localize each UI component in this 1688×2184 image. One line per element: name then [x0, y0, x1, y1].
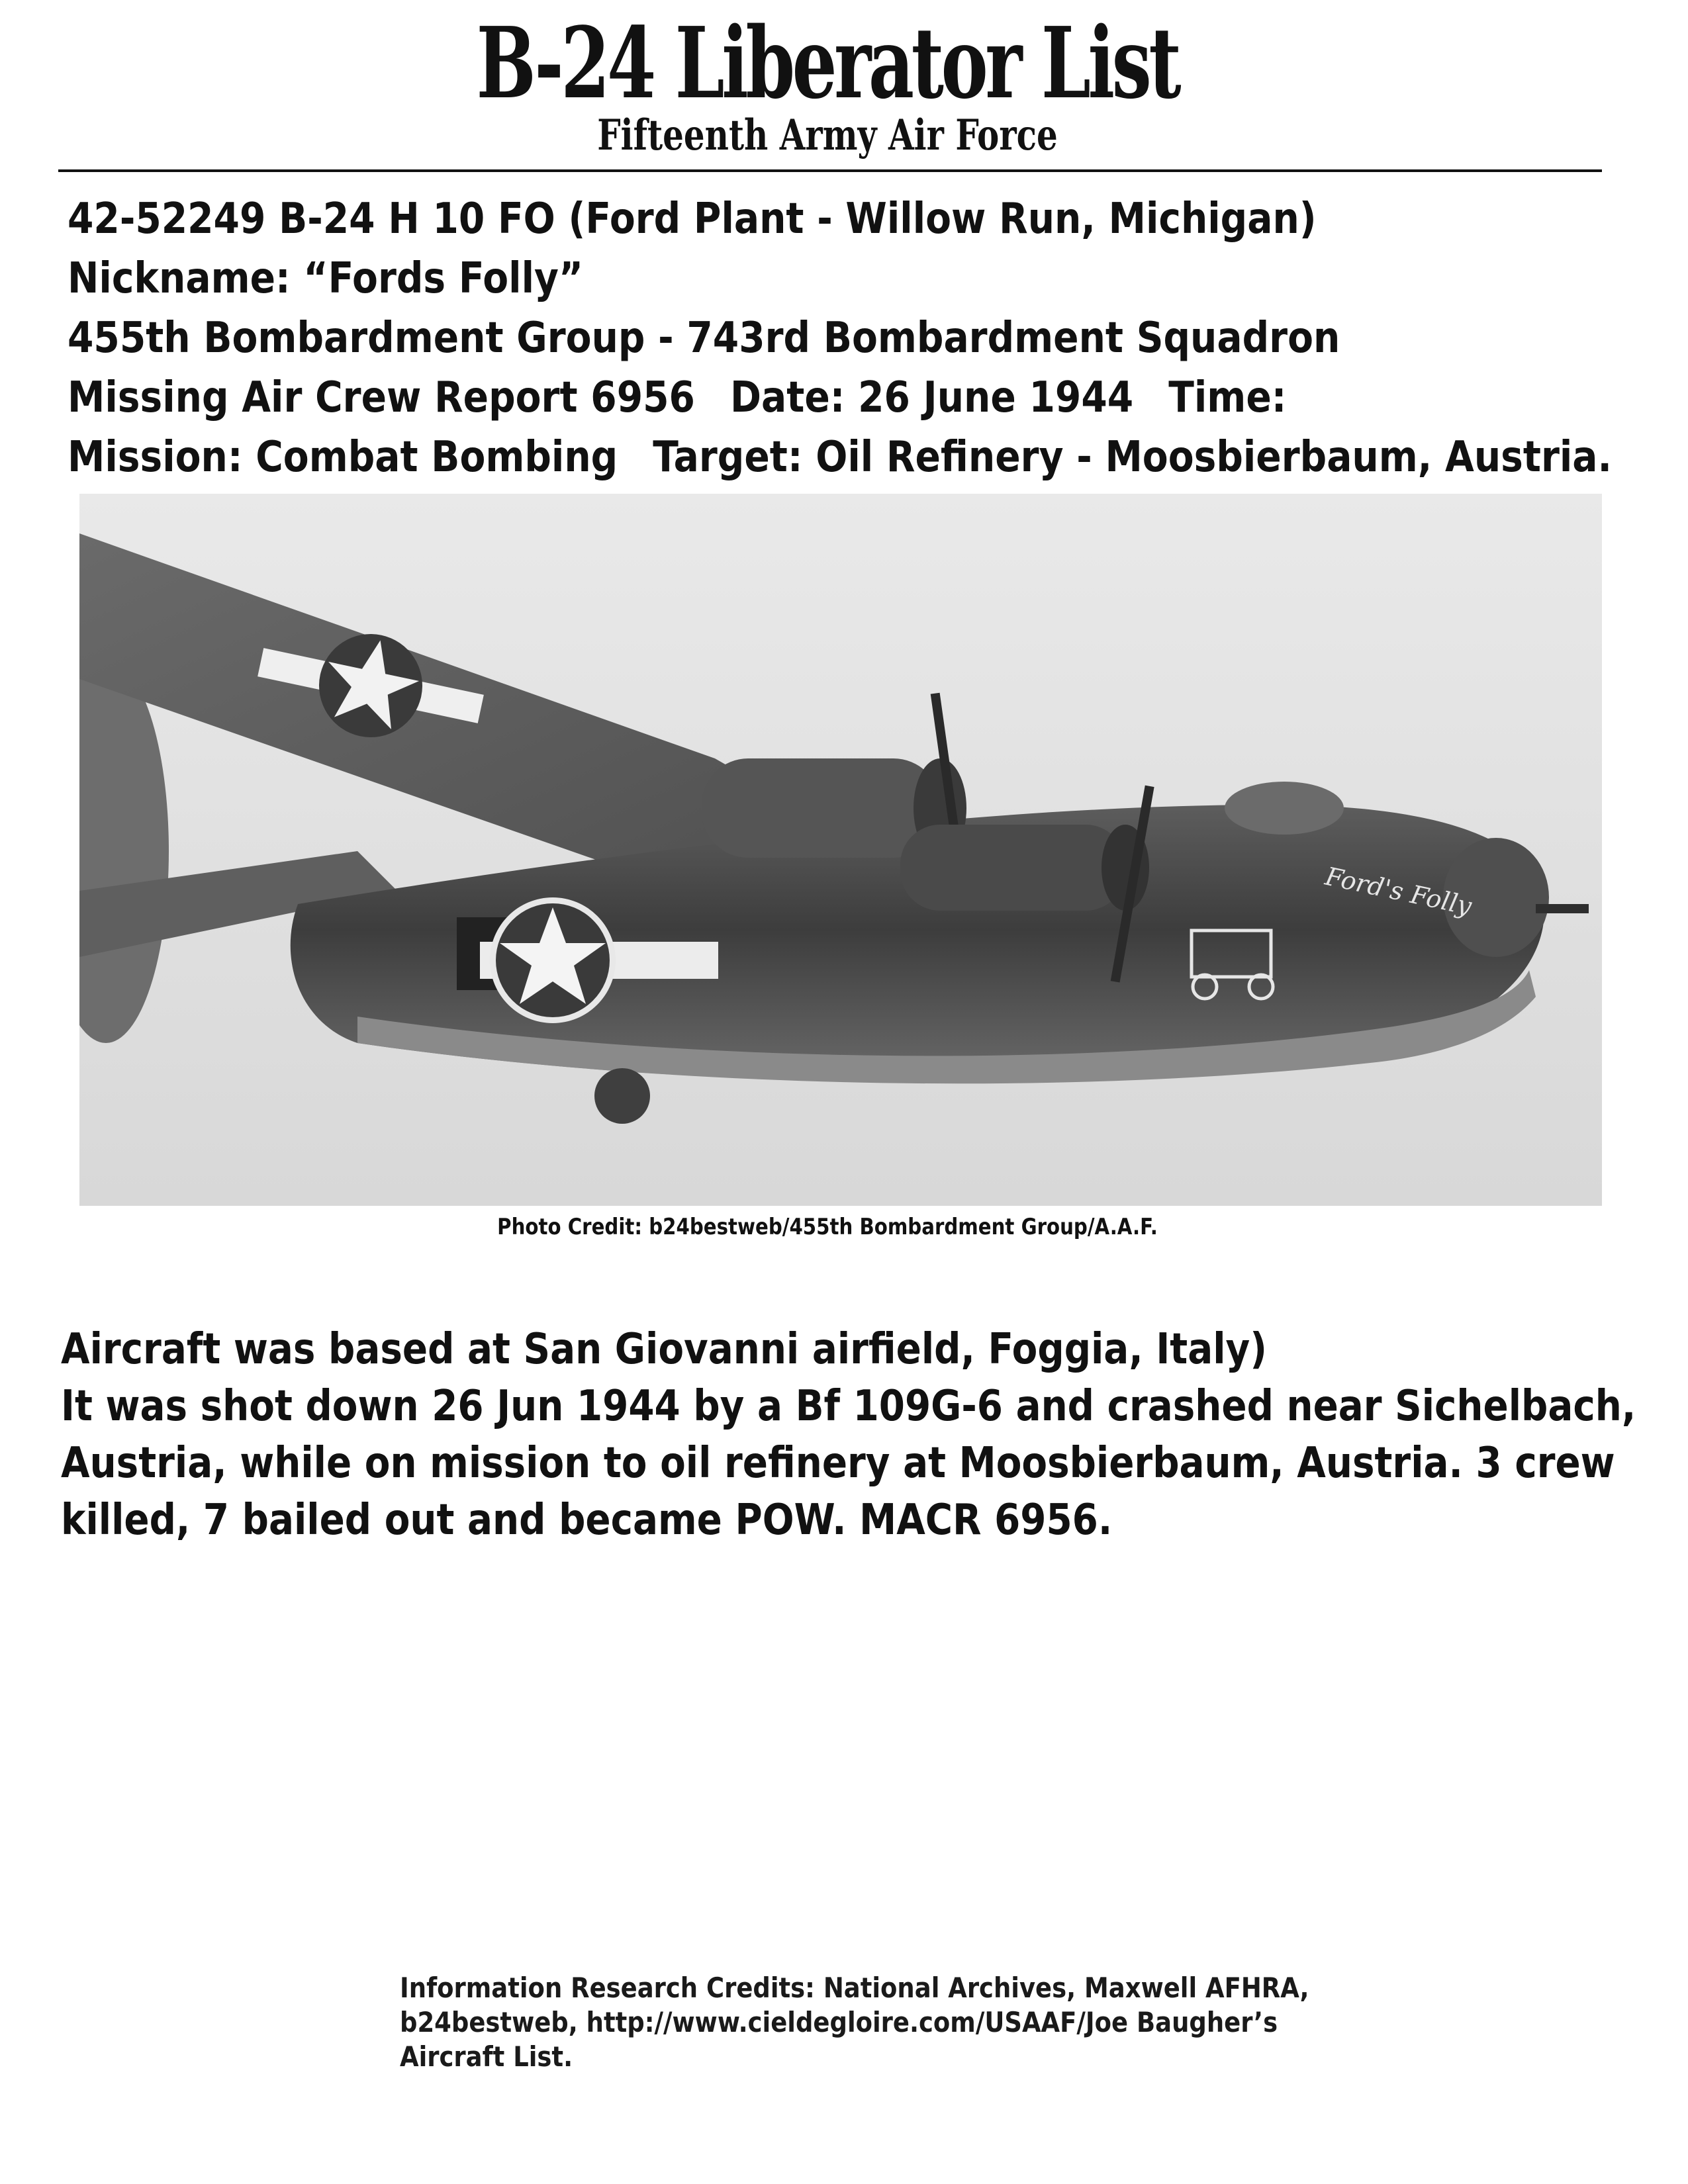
mission-type: Mission: Combat Bombing: [68, 433, 618, 482]
page-subtitle: Fifteenth Army Air Force: [597, 111, 1058, 160]
header-divider: [58, 169, 1602, 172]
research-credit-line: Aircraft List.: [400, 2040, 573, 2073]
unit-line: 455th Bombardment Group - 743rd Bombardment Squadron: [68, 314, 1340, 363]
nickname-line: Nickname: “Fords Folly”: [68, 254, 584, 303]
research-credit-line: b24bestweb, http://www.cieldegloire.com/USAAF/Joe Baugher’s: [400, 2006, 1278, 2038]
macr-number: Missing Air Crew Report 6956: [68, 373, 695, 422]
mission-time: Time:: [1168, 373, 1287, 422]
mission-date: Date: 26 June 1944: [730, 373, 1134, 422]
aircraft-info-block: [68, 189, 1617, 487]
serial-and-model-line: 42-52249 B-24 H 10 FO (Ford Plant - Willow Run, Michigan): [68, 195, 1317, 244]
research-credits: [400, 1971, 1507, 2074]
narrative-line: It was shot down 26 Jun 1944 by a Bf 109G-6 and crashed near Sichelbach,: [61, 1382, 1636, 1431]
nose-art-lettering: Ford's Folly: [1323, 861, 1474, 921]
nose-gun: [1536, 904, 1589, 913]
narrative-line: killed, 7 bailed out and became POW. MACR 6956.: [61, 1496, 1113, 1545]
narrative-line: Aircraft was based at San Giovanni airfield, Foggia, Italy): [61, 1325, 1267, 1374]
b24-liberator-illustration: [79, 494, 1602, 1206]
mission-target-line: [68, 428, 1613, 487]
ball-turret: [594, 1068, 650, 1124]
photo-credit: Photo Credit: b24bestweb/455th Bombardment Group/A.A.F.: [497, 1214, 1158, 1240]
mission-target: Target: Oil Refinery - Moosbierbaum, Austria.: [653, 433, 1613, 482]
narrative-line: Austria, while on mission to oil refinery at Moosbierbaum, Austria. 3 crew: [61, 1439, 1615, 1488]
research-credit-line: Information Research Credits: National Archives, Maxwell AFHRA,: [400, 1972, 1309, 2004]
aircraft-photo: [79, 494, 1602, 1206]
macr-date-time-line: [68, 368, 1438, 428]
page-title: B-24 Liberator List: [476, 5, 1179, 120]
narrative-text: [61, 1321, 1636, 1549]
cockpit-canopy: [1225, 782, 1344, 835]
